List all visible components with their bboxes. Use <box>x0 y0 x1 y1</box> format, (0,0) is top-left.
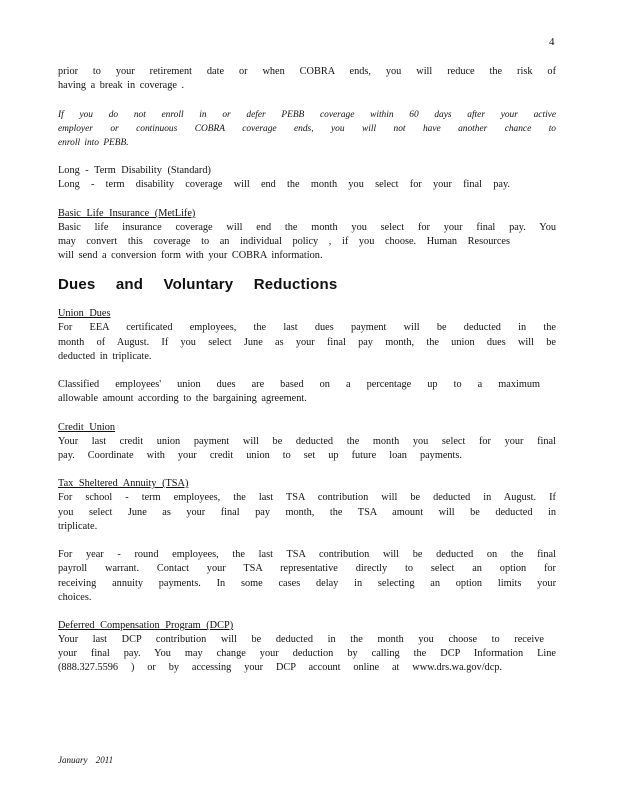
ltd-line-1: Long - term disability coverage will end the month you select for your final pay. <box>58 179 510 190</box>
dcp-heading: Deferred Compensation Program (DCP) <box>58 620 234 631</box>
union-dues-line-4: Classified employees' union dues are based on a percentage up to a maximum <box>58 379 540 390</box>
ltd-heading: Long - Term Disability (Standard) <box>58 165 211 176</box>
retirement-line-2: having a break in coverage . <box>58 80 185 91</box>
tsa-line-1: For school - term employees, the last TSA contribution will be deducted in August. If <box>58 492 556 503</box>
union-dues-line-5: allowable amount according to the bargaining agreement. <box>58 393 307 404</box>
dcp-line-1: Your last DCP contribution will be deducted in the month you choose to receive <box>58 634 544 645</box>
union-dues-line-2: month of August. If you select June as your final pay month, the union dues will be <box>58 337 556 348</box>
tsa-line-6: receiving annuity payments. In some cases delay in selecting an option limits your <box>58 578 556 589</box>
tsa-line-3: triplicate. <box>58 521 98 532</box>
dcp-line-3: (888.327.5596 ) or by accessing your DCP account online at www.drs.wa.gov/dcp. <box>58 662 502 673</box>
credit-union-line-2: pay. Coordinate with your credit union to set up future loan payments. <box>58 450 462 461</box>
basic-life-heading: Basic Life Insurance (MetLife) <box>58 208 196 219</box>
basic-life-line-1: Basic life insurance coverage will end the month you select for your final pay. You <box>58 222 556 233</box>
tsa-line-5: payroll warrant. Contact your TSA representative directly to select an option for <box>58 563 556 574</box>
tsa-line-7: choices. <box>58 592 92 603</box>
basic-life-line-2: may convert this coverage to an individual policy , if you choose. Human Resources <box>58 236 510 247</box>
footer-date: January 2011 <box>58 755 114 765</box>
credit-union-heading: Credit Union <box>58 422 116 433</box>
pebb-line-2: employer or continuous COBRA coverage ends, you will not have another chance to <box>58 124 556 134</box>
union-dues-heading: Union Dues <box>58 308 111 319</box>
page-number: 4 <box>549 36 555 48</box>
dcp-line-2: your final pay. You may change your deduction by calling the DCP Information Line <box>58 648 556 659</box>
tsa-heading: Tax Sheltered Annuity (TSA) <box>58 478 189 489</box>
union-dues-line-1: For EEA certificated employees, the last dues payment will be deducted in the <box>58 322 556 333</box>
retirement-line-1: prior to your retirement date or when COBRA ends, you will reduce the risk of <box>58 66 556 77</box>
section-title: Dues and Voluntary Reductions <box>58 276 338 293</box>
credit-union-line-1: Your last credit union payment will be deducted the month you select for your final <box>58 436 556 447</box>
basic-life-line-3: will send a conversion form with your COBRA information. <box>58 250 323 261</box>
union-dues-line-3: deducted in triplicate. <box>58 351 152 362</box>
pebb-line-1: If you do not enroll in or defer PEBB coverage within 60 days after your active <box>58 110 556 120</box>
tsa-line-4: For year - round employees, the last TSA contribution will be deducted on the final <box>58 549 556 560</box>
tsa-line-2: you select June as your final pay month, the TSA amount will be deducted in <box>58 507 556 518</box>
pebb-line-3: enroll into PEBB. <box>58 138 129 148</box>
